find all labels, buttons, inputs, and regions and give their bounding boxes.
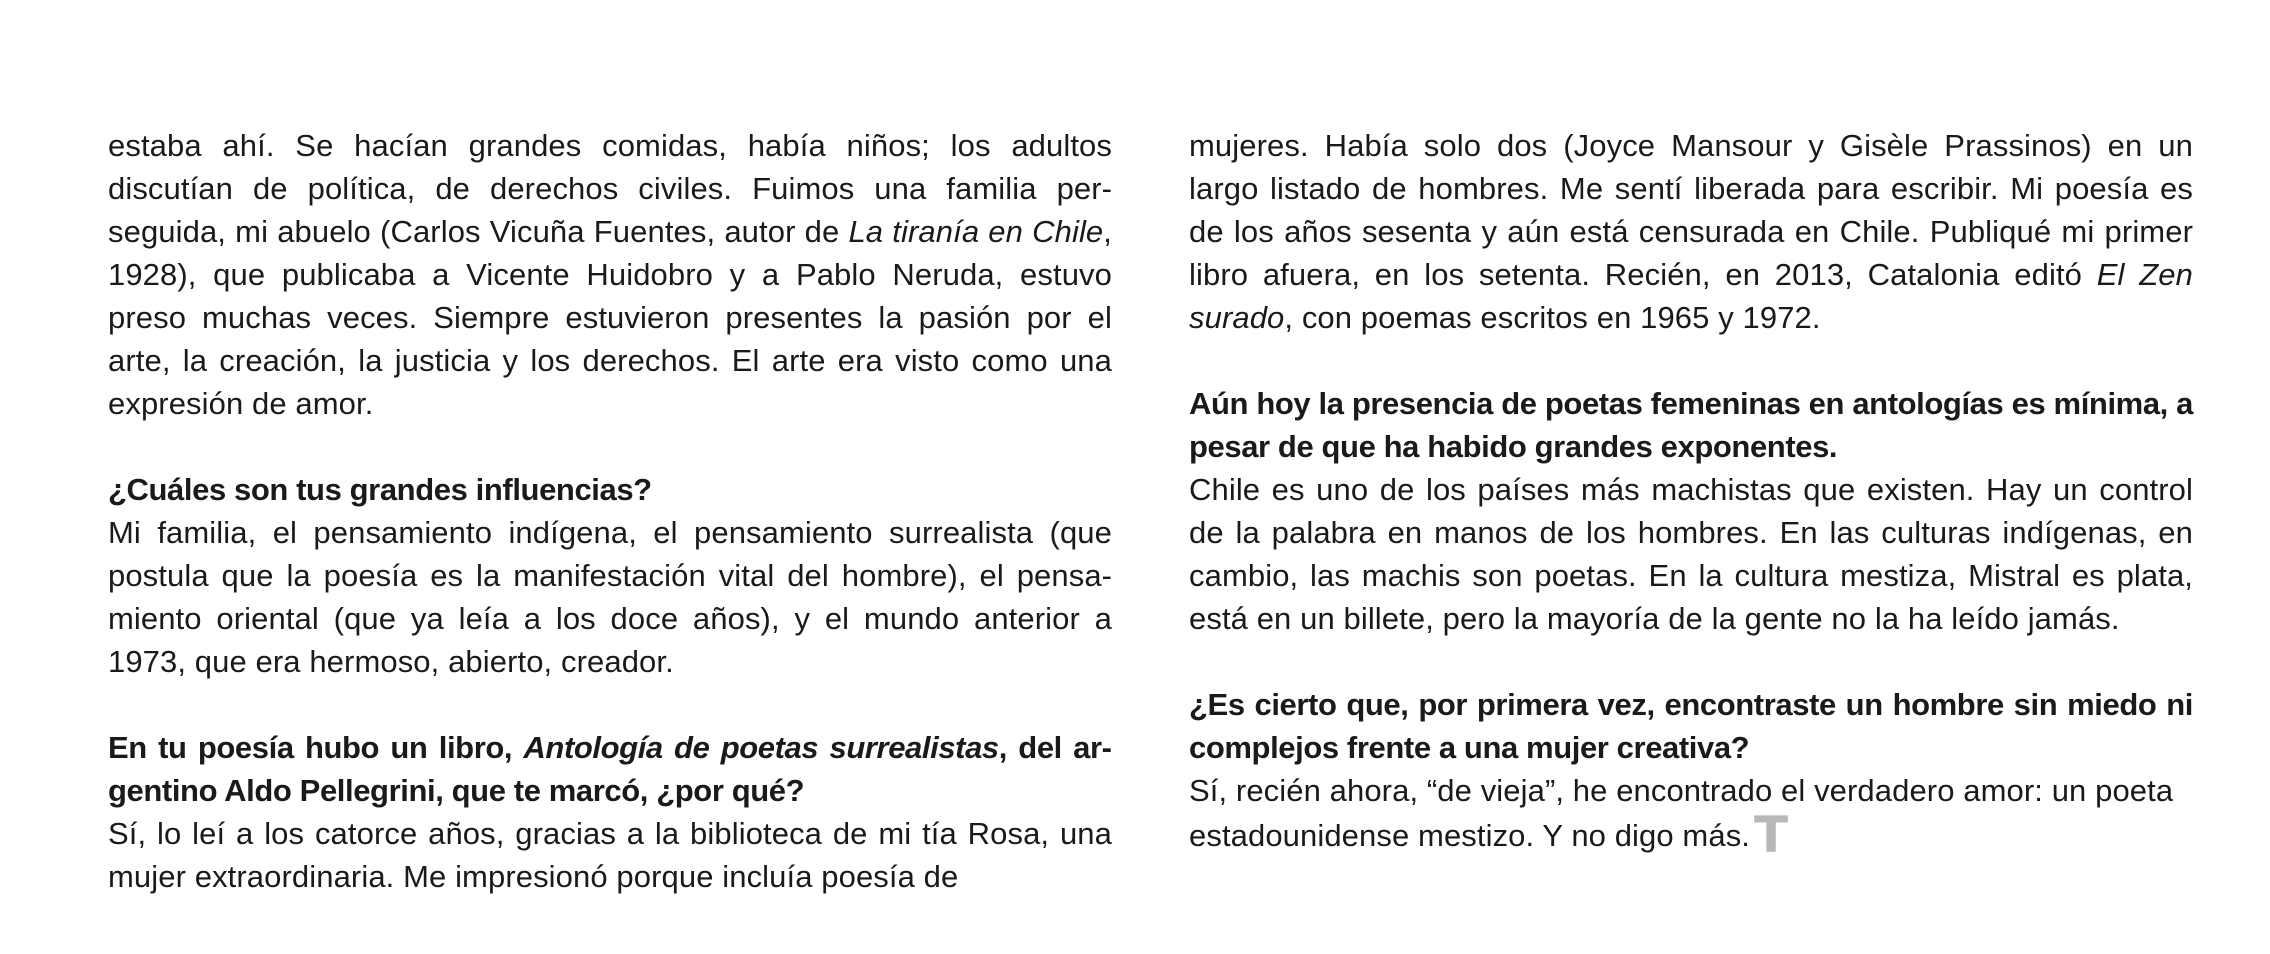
answer-presence: Chile es uno de los países más machistas que existen. Hay un control de la palabra en manos de los hombres. En las culturas indígenas, en cambio, las machis son poetas. En la cultura mestiza, Mistral es plata, está en un billete, pero la mayoría de la gente no la ha leído jamás. (1189, 472, 2193, 636)
left-column (108, 124, 1112, 898)
book-title-tirania: La tiranía en Chile (848, 214, 1104, 249)
question-presence: Aún hoy la presencia de poetas femeninas en antologías es mínima, a pesar de que ha habido grandes exponentes. (1189, 386, 2193, 464)
answer-love-text: Sí, recién ahora, “de vieja”, he encontrado el verdadero amor: un poeta estadounidense mestizo. Y no digo más. (1189, 773, 2174, 853)
answer-influences: Mi familia, el pensamiento indígena, el pensamiento surrealista (que postula que la poesía es la manifestación vital del hombre), el pensamiento oriental (que ya leía a los doce años), y el mundo anterior a 1973, que era hermoso, abierto, creador. (108, 515, 1112, 679)
intro-block (108, 124, 1112, 425)
continuation-text: mujeres. Había solo dos (Joyce Mansour y Gisèle Prassinos) en un largo listado de hombres. Me sentí liberada para escribir. Mi poesía es de los años sesenta y aún está censurada en Chile. Publiqué mi primer libro afuera, en los setenta. Recién, en 2013, Catalonia editó (1189, 128, 2193, 292)
book-title-antologia: Antología de poetas surrealistas (523, 730, 999, 765)
book-title-zen-surado: El Zen surado (1189, 257, 2193, 335)
answer-anthology: Sí, lo leí a los catorce años, gracias a la biblioteca de mi tía Rosa, una mujer extraordinaria. Me impresionó porque incluía poesía de (108, 816, 1112, 894)
continuation-text-continued: , con poemas escritos en 1965 y 1972. (1284, 300, 1821, 335)
question-anthology (108, 726, 1112, 812)
continuation-block (1189, 124, 2193, 339)
qa-love (1189, 683, 2193, 864)
qa-anthology (108, 726, 1112, 898)
answer-love (1189, 769, 2193, 864)
intro-paragraph (108, 124, 1112, 425)
question-love: ¿Es cierto que, por primera vez, encontraste un hombre sin miedo ni complejos frente a una mujer creativa? (1189, 687, 2193, 765)
intro-text-continued: , 1928), que publicaba a Vicente Huidobro y a Pablo Neruda, estuvo preso muchas veces. Siempre estuvieron presentes la pasión por el arte, la creación, la justicia y los derechos. El arte era visto como una expresión de amor. (108, 214, 1112, 421)
question-anthology-text: En tu poesía hubo un libro, (108, 730, 524, 765)
right-column (1189, 124, 2193, 864)
end-of-article-mark: T (1754, 806, 1789, 864)
qa-presence (1189, 382, 2193, 640)
question-anthology-text-continued: , del argentino Aldo Pellegrini, que te marcó, ¿por qué? (108, 730, 1112, 808)
continuation-paragraph (1189, 124, 2193, 339)
intro-text: estaba ahí. Se hacían grandes comidas, había niños; los adultos discutían de política, de derechos civiles. Fuimos una familia perseguida, mi abuelo (Carlos Vicuña Fuentes, autor de (108, 128, 1112, 249)
question-influences: ¿Cuáles son tus grandes influencias? (108, 472, 652, 507)
qa-influences (108, 468, 1112, 683)
